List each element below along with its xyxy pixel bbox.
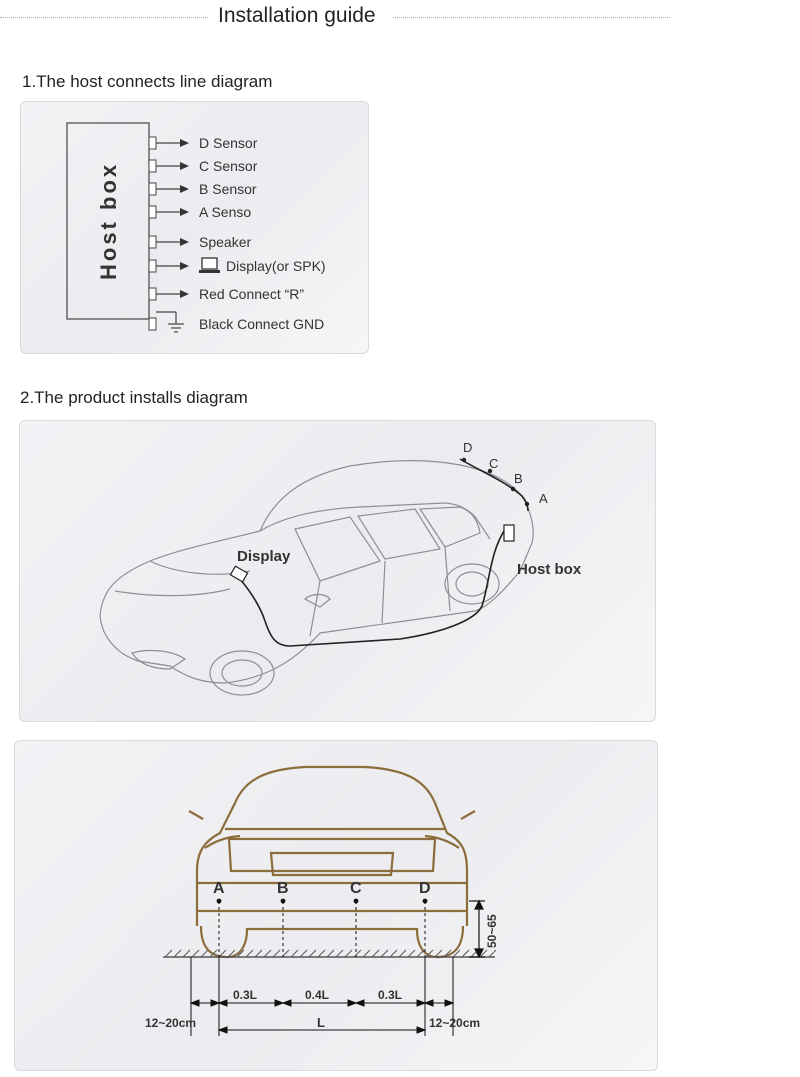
right-margin-label: 12~20cm — [429, 1016, 481, 1030]
output-label: Black Connect GND — [199, 316, 325, 332]
host-box-callout: Host box — [517, 561, 582, 578]
output-label: Red Connect “R” — [199, 286, 305, 302]
sensor-b-label: B — [514, 471, 523, 486]
sensor-label: D — [419, 880, 431, 897]
sensor-marker — [213, 880, 225, 957]
arrow-icon — [180, 238, 189, 246]
output-label: B Sensor — [199, 181, 257, 197]
output-label: A Senso — [199, 204, 252, 220]
wiring-diagram-panel — [20, 101, 369, 354]
car-outline — [100, 461, 533, 695]
sensor-markers — [213, 880, 431, 957]
connector-pin — [149, 260, 156, 272]
arrow-icon — [180, 290, 189, 298]
wiring-row — [149, 158, 258, 174]
host-box-device — [504, 525, 514, 541]
sensor-spacing-diagram — [15, 741, 657, 1070]
wiring-row — [149, 204, 251, 220]
wiring-row — [149, 258, 326, 274]
output-label: Display(or SPK) — [226, 258, 326, 274]
section2-title: 2.The product installs diagram — [20, 388, 248, 407]
arrow-icon — [180, 208, 189, 216]
connector-pin — [149, 137, 156, 149]
header-rule-left — [0, 17, 208, 18]
connector-pin — [149, 206, 156, 218]
sensor-d-dot — [462, 458, 466, 462]
car-install-diagram — [20, 421, 655, 721]
wiring-row — [149, 286, 304, 302]
left-margin-label: 12~20cm — [145, 1016, 197, 1030]
sensor-a-dot — [525, 502, 529, 506]
output-label: C Sensor — [199, 158, 258, 174]
sensor-d-label: D — [463, 440, 473, 455]
connector-pin — [149, 318, 156, 330]
monitor-icon — [199, 258, 220, 273]
page-title: Installation guide — [218, 4, 376, 27]
connector-pin — [149, 236, 156, 248]
section1-title: 1.The host connects line diagram — [22, 72, 273, 91]
car-install-panel — [19, 420, 656, 722]
connector-pin — [149, 288, 156, 300]
arrow-icon — [180, 185, 189, 193]
wiring-row — [149, 312, 324, 332]
arrow-icon — [180, 162, 189, 170]
wiring-row — [149, 135, 258, 151]
host-box-label: Host box — [96, 161, 121, 280]
output-label: D Sensor — [199, 135, 258, 151]
sensor-marker — [277, 880, 289, 957]
sensor-c-label: C — [489, 456, 499, 471]
sensor-label: A — [213, 880, 225, 897]
spacing-label-middle: 0.4L — [305, 988, 330, 1002]
wiring-rows — [149, 135, 326, 332]
spacing-label-outer-right: 0.3L — [378, 988, 403, 1002]
car-rear-outline — [189, 767, 475, 957]
display-label: Display — [237, 548, 291, 565]
length-label: L — [317, 1015, 325, 1030]
wiring-row — [149, 234, 251, 250]
sensor-label: B — [277, 880, 289, 897]
height-dimension — [469, 901, 485, 957]
wiring-diagram — [21, 102, 368, 353]
spacing-label-outer-left: 0.3L — [233, 988, 258, 1002]
connector-pin — [149, 160, 156, 172]
ground-icon — [168, 324, 184, 332]
header-rule-right — [393, 17, 670, 18]
arrow-icon — [180, 139, 189, 147]
sensor-label: C — [350, 880, 362, 897]
sensor-spacing-panel — [14, 740, 658, 1071]
sensor-a-label: A — [539, 491, 548, 506]
arrow-icon — [180, 262, 189, 270]
connector-pin — [149, 183, 156, 195]
output-label: Speaker — [199, 234, 252, 250]
wiring-row — [149, 181, 257, 197]
sensor-marker — [350, 880, 362, 957]
display-device — [230, 566, 247, 582]
height-label: 50~65 — [485, 914, 499, 948]
page-header — [0, 0, 800, 34]
sensor-b-dot — [511, 487, 515, 491]
